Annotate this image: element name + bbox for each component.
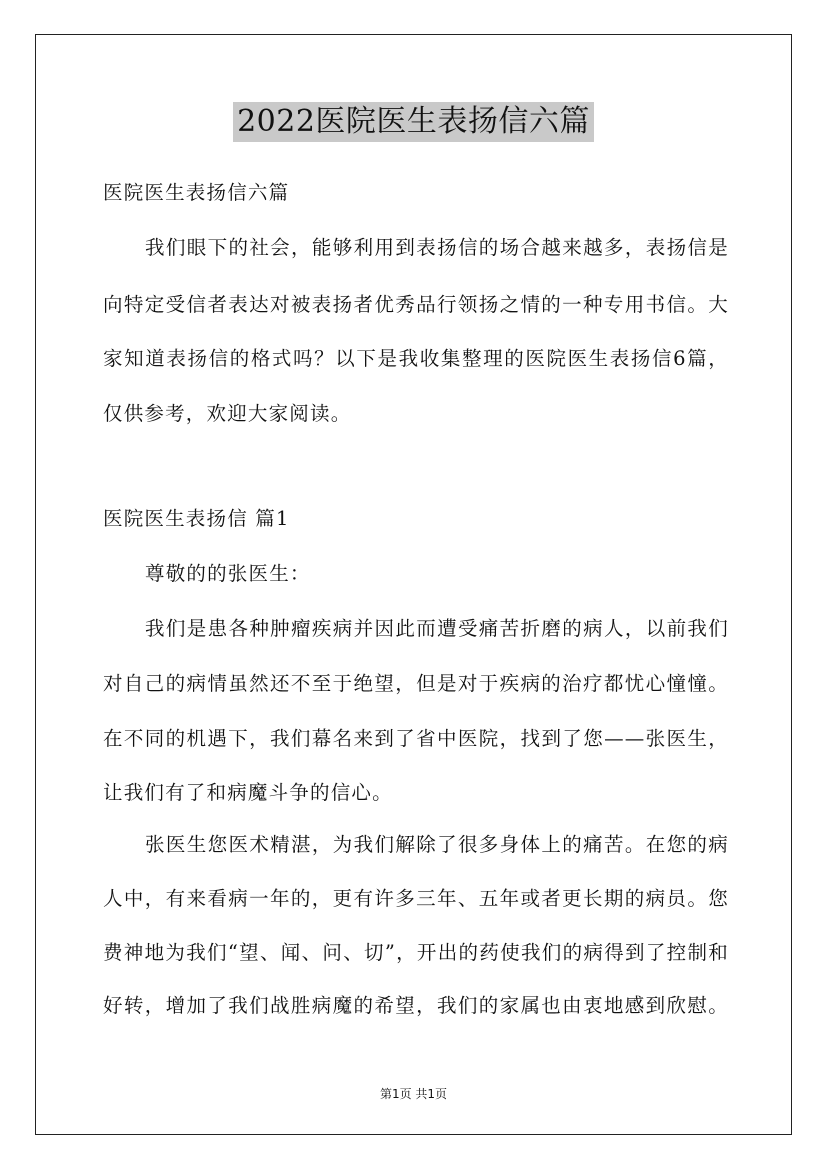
paragraph-line: 对自己的病情虽然还不至于绝望，但是对于疾病的治疗都忧心憧憧。 — [103, 672, 729, 695]
paragraph-line: 费神地为我们“望、闻、问、切”，开出的药使我们的病得到了控制和 — [103, 941, 729, 964]
paragraph-line: 人中，有来看病一年的，更有许多三年、五年或者更长期的病员。您 — [103, 887, 729, 910]
subtitle: 医院医生表扬信六篇 — [103, 181, 290, 204]
title-container — [0, 102, 827, 142]
intro-line: 我们眼下的社会，能够利用到表扬信的场合越来越多，表扬信是 — [145, 236, 729, 259]
intro-line: 向特定受信者表达对被表扬者优秀品行领扬之情的一种专用书信。大 — [103, 293, 729, 316]
paragraph-line: 张医生您医术精湛，为我们解除了很多身体上的痛苦。在您的病 — [145, 833, 729, 856]
section-heading: 医院医生表扬信 篇1 — [103, 507, 290, 530]
salutation: 尊敬的的张医生： — [145, 562, 311, 585]
paragraph-line: 让我们有了和病魔斗争的信心。 — [103, 781, 393, 804]
intro-line: 仅供参考，欢迎大家阅读。 — [103, 402, 352, 425]
paragraph-line: 在不同的机遇下，我们幕名来到了省中医院，找到了您——张医生， — [103, 727, 729, 750]
document-title: 2022医院医生表扬信六篇 — [233, 102, 594, 142]
intro-line: 家知道表扬信的格式吗？以下是我收集整理的医院医生表扬信6篇， — [103, 347, 729, 370]
paragraph-line: 好转，增加了我们战胜病魔的希望，我们的家属也由衷地感到欣慰。 — [103, 994, 729, 1017]
paragraph-line: 我们是患各种肿瘤疾病并因此而遭受痛苦折磨的病人，以前我们 — [145, 617, 729, 640]
page-number: 第1页 共1页 — [379, 1087, 448, 1101]
